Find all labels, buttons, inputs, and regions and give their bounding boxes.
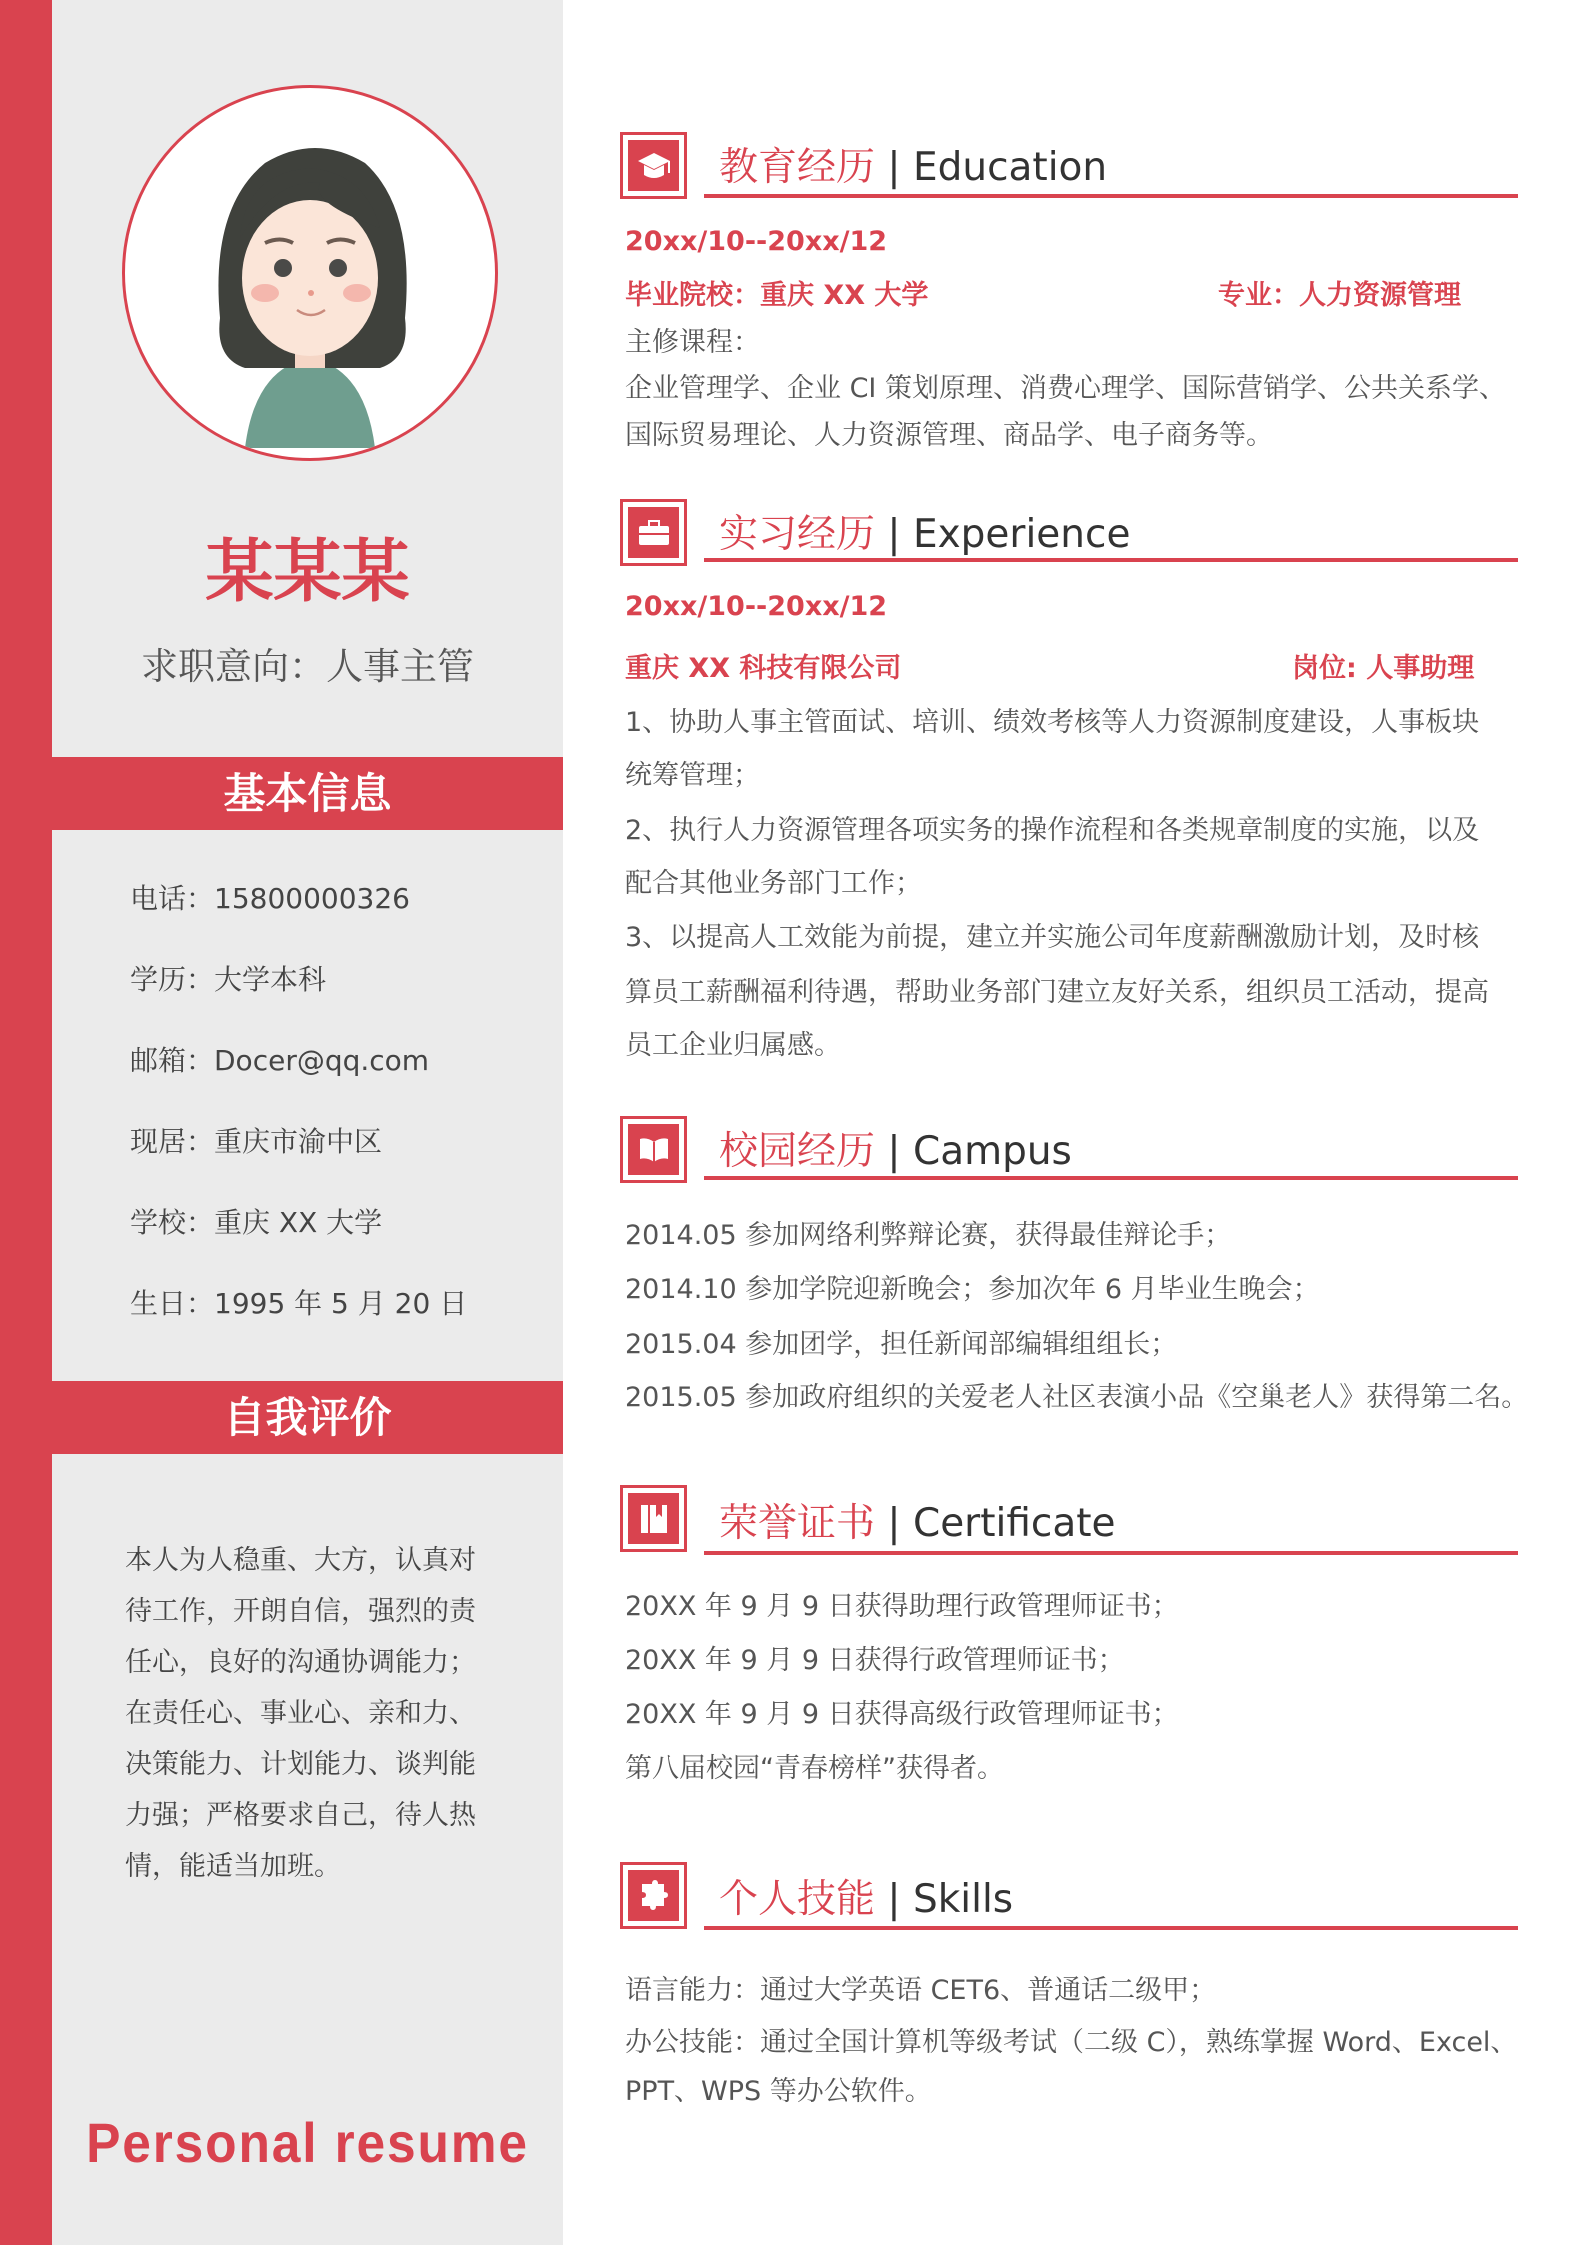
campus-heading xyxy=(719,1120,1072,1176)
heading-cn: 实习经历 xyxy=(719,512,876,557)
experience-heading xyxy=(719,503,1130,559)
self-line: 决策能力、计划能力、谈判能 xyxy=(125,1749,476,1780)
self-line: 本人为人稳重、大方，认真对 xyxy=(125,1545,476,1576)
self-evaluation-heading: 自我评价 xyxy=(52,1381,563,1454)
info-residence: 现居：重庆市渝中区 xyxy=(130,1125,383,1158)
book-icon xyxy=(620,1116,687,1183)
personal-resume-label: Personal resume xyxy=(86,2111,529,2174)
heading-cn: 荣誉证书 xyxy=(719,1501,876,1546)
heading-underline xyxy=(704,1551,1518,1555)
experience-line: 员工企业归属感。 xyxy=(625,1030,841,1061)
heading-en: | Campus xyxy=(887,1129,1072,1174)
skills-line: PPT、WPS 等办公软件。 xyxy=(625,2076,932,2107)
campus-line: 2015.05 参加政府组织的关爱老人社区表演小品《空巢老人》获得第二名。 xyxy=(625,1382,1529,1413)
certificate-heading xyxy=(719,1492,1116,1548)
certificate-icon xyxy=(620,1485,687,1552)
experience-date: 20xx/10--20xx/12 xyxy=(625,591,888,622)
job-intent: 求职意向：人事主管 xyxy=(141,645,474,688)
basic-info-heading: 基本信息 xyxy=(52,757,563,830)
puzzle-icon xyxy=(620,1862,687,1929)
experience-line: 算员工薪酬福利待遇，帮助业务部门建立友好关系，组织员工活动，提高 xyxy=(625,977,1489,1008)
education-school: 毕业院校：重庆 XX 大学 xyxy=(625,280,929,311)
experience-line: 2、执行人力资源管理各项实务的操作流程和各类规章制度的实施，以及 xyxy=(625,815,1480,846)
heading-cn: 教育经历 xyxy=(719,145,876,190)
info-email: 邮箱：Docer@qq.com xyxy=(130,1044,430,1077)
heading-underline xyxy=(704,194,1518,198)
certificate-line: 20XX 年 9 月 9 日获得高级行政管理师证书； xyxy=(625,1699,1179,1730)
certificate-line: 第八届校园“青春榜样”获得者。 xyxy=(625,1753,1004,1784)
skills-line: 语言能力：通过大学英语 CET6、普通话二级甲； xyxy=(625,1975,1217,2006)
campus-line: 2014.10 参加学院迎新晚会；参加次年 6 月毕业生晚会； xyxy=(625,1274,1320,1305)
heading-cn: 校园经历 xyxy=(719,1129,876,1174)
education-line: 企业管理学、企业 CI 策划原理、消费心理学、国际营销学、公共关系学、 xyxy=(625,373,1506,404)
self-line: 在责任心、事业心、亲和力、 xyxy=(125,1698,476,1729)
heading-en: | Skills xyxy=(887,1877,1014,1922)
info-phone: 电话：15800000326 xyxy=(130,882,410,915)
experience-line: 3、以提高人工效能为前提，建立并实施公司年度薪酬激励计划，及时核 xyxy=(625,922,1480,953)
left-accent-stripe xyxy=(0,0,52,2245)
experience-line: 1、协助人事主管面试、培训、绩效考核等人力资源制度建设，人事板块 xyxy=(625,707,1480,738)
education-date: 20xx/10--20xx/12 xyxy=(625,226,888,257)
heading-underline xyxy=(704,1926,1518,1930)
self-line: 情，能适当加班。 xyxy=(125,1851,341,1882)
skills-line: 办公技能：通过全国计算机等级考试（二级 C），熟练掌握 Word、Excel、 xyxy=(625,2027,1518,2058)
self-line: 待工作，开朗自信，强烈的责 xyxy=(125,1596,476,1627)
candidate-name: 某某某 xyxy=(205,533,410,612)
briefcase-icon xyxy=(620,499,687,566)
experience-line: 配合其他业务部门工作； xyxy=(625,868,922,899)
education-line: 国际贸易理论、人力资源管理、商品学、电子商务等。 xyxy=(625,420,1273,451)
experience-company: 重庆 XX 科技有限公司 xyxy=(625,653,902,684)
info-birthday: 生日：1995 年 5 月 20 日 xyxy=(130,1287,468,1320)
experience-position: 岗位: 人事助理 xyxy=(1292,653,1475,684)
self-line: 力强；严格要求自己，待人热 xyxy=(125,1800,476,1831)
self-evaluation-text xyxy=(125,1535,476,1892)
heading-underline xyxy=(704,558,1518,562)
skills-heading xyxy=(719,1868,1013,1924)
heading-underline xyxy=(704,1176,1518,1180)
education-major: 专业：人力资源管理 xyxy=(1218,280,1461,311)
heading-en: | Experience xyxy=(887,512,1131,557)
graduation-cap-icon xyxy=(620,132,687,199)
heading-en: | Education xyxy=(887,145,1108,190)
self-line: 任心，良好的沟通协调能力； xyxy=(125,1647,476,1678)
heading-en: | Certificate xyxy=(887,1501,1116,1546)
certificate-line: 20XX 年 9 月 9 日获得助理行政管理师证书； xyxy=(625,1591,1179,1622)
campus-line: 2014.05 参加网络利弊辩论赛，获得最佳辩论手； xyxy=(625,1220,1232,1251)
info-education: 学历：大学本科 xyxy=(130,963,327,996)
heading-cn: 个人技能 xyxy=(719,1877,876,1922)
info-school: 学校：重庆 XX 大学 xyxy=(130,1206,383,1239)
campus-line: 2015.04 参加团学，担任新闻部编辑组组长； xyxy=(625,1329,1178,1360)
avatar xyxy=(122,85,498,461)
education-heading xyxy=(719,136,1107,192)
certificate-line: 20XX 年 9 月 9 日获得行政管理师证书； xyxy=(625,1645,1125,1676)
education-line: 主修课程： xyxy=(625,327,760,358)
experience-line: 统筹管理； xyxy=(625,760,760,791)
